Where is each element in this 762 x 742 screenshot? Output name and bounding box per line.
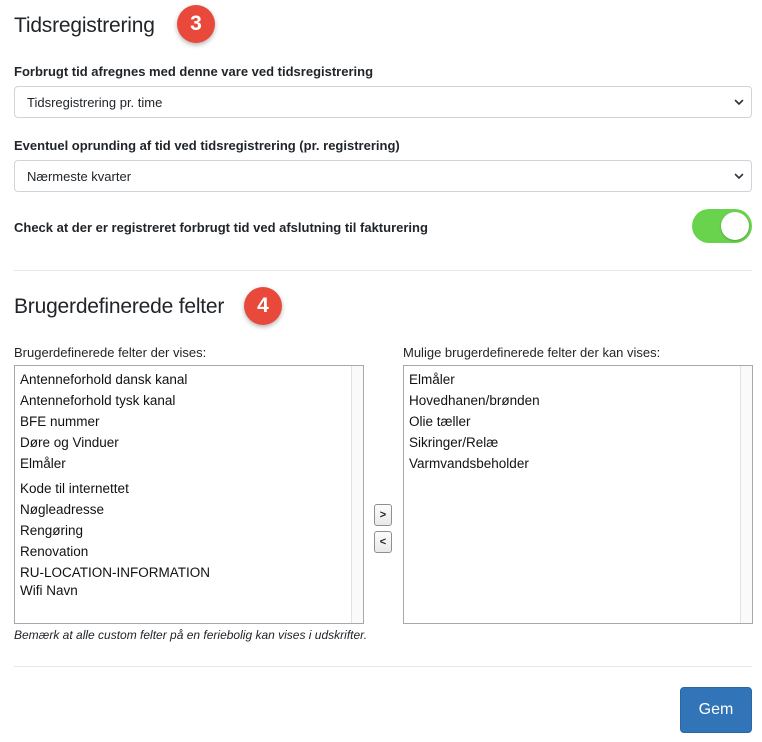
chevron-down-icon xyxy=(733,170,745,182)
list-item[interactable]: Elmåler xyxy=(20,456,66,471)
list-item[interactable]: Sikringer/Relæ xyxy=(409,435,499,450)
list-item[interactable]: Elmåler xyxy=(409,372,455,387)
check-time-toggle[interactable] xyxy=(692,209,752,243)
list-item[interactable]: Renovation xyxy=(20,544,89,559)
section-title-time-registration: Tidsregistrering xyxy=(14,14,155,37)
billing-item-value: Tidsregistrering pr. time xyxy=(27,94,163,110)
save-button[interactable]: Gem xyxy=(680,687,752,733)
list-item[interactable]: Olie tæller xyxy=(409,414,471,429)
list-item[interactable]: Antenneforhold tysk kanal xyxy=(20,393,176,408)
list-item[interactable]: Nøgleadresse xyxy=(20,502,105,517)
list-item[interactable]: Hovedhanen/brønden xyxy=(409,393,540,408)
list-item[interactable]: Varmvandsbeholder xyxy=(409,456,529,471)
check-time-label: Check at der er registreret forbrugt tid ved afslutning til fakturering xyxy=(14,220,428,235)
list-item[interactable]: Wifi Navn xyxy=(20,583,78,598)
billing-item-select[interactable] xyxy=(14,86,752,118)
billing-item-label: Forbrugt tid afregnes med denne vare ved tidsregistrering xyxy=(14,64,374,79)
step-badge-4: 4 xyxy=(244,287,282,325)
shown-fields-listbox[interactable] xyxy=(14,365,364,624)
rounding-label: Eventuel oprunding af tid ved tidsregistrering (pr. registrering) xyxy=(14,138,400,153)
chevron-down-icon xyxy=(733,96,745,108)
remove-field-button[interactable]: < xyxy=(374,531,392,553)
list-item[interactable]: Kode til internettet xyxy=(20,481,129,496)
step-badge-3: 3 xyxy=(177,5,215,43)
list-item[interactable]: Antenneforhold dansk kanal xyxy=(20,372,188,387)
list-item[interactable]: RU-LOCATION-INFORMATION xyxy=(20,565,210,580)
list-item[interactable]: BFE nummer xyxy=(20,414,100,429)
scrollbar[interactable] xyxy=(351,366,363,623)
toggle-knob xyxy=(721,212,749,240)
available-fields-listbox[interactable] xyxy=(403,365,753,624)
custom-fields-note: Bemærk at alle custom felter på en feriebolig kan vises i udskrifter. xyxy=(14,628,368,642)
scrollbar[interactable] xyxy=(740,366,752,623)
add-field-button[interactable]: > xyxy=(374,504,392,526)
list-item[interactable]: Døre og Vinduer xyxy=(20,435,119,450)
section-divider xyxy=(14,270,752,271)
shown-fields-label: Brugerdefinerede felter der vises: xyxy=(14,345,207,360)
section-title-custom-fields: Brugerdefinerede felter xyxy=(14,295,225,318)
rounding-select[interactable] xyxy=(14,160,752,192)
available-fields-label: Mulige brugerdefinerede felter der kan vises: xyxy=(403,345,661,360)
rounding-value: Nærmeste kvarter xyxy=(27,168,132,184)
footer-divider xyxy=(14,666,752,667)
list-item[interactable]: Rengøring xyxy=(20,523,84,538)
